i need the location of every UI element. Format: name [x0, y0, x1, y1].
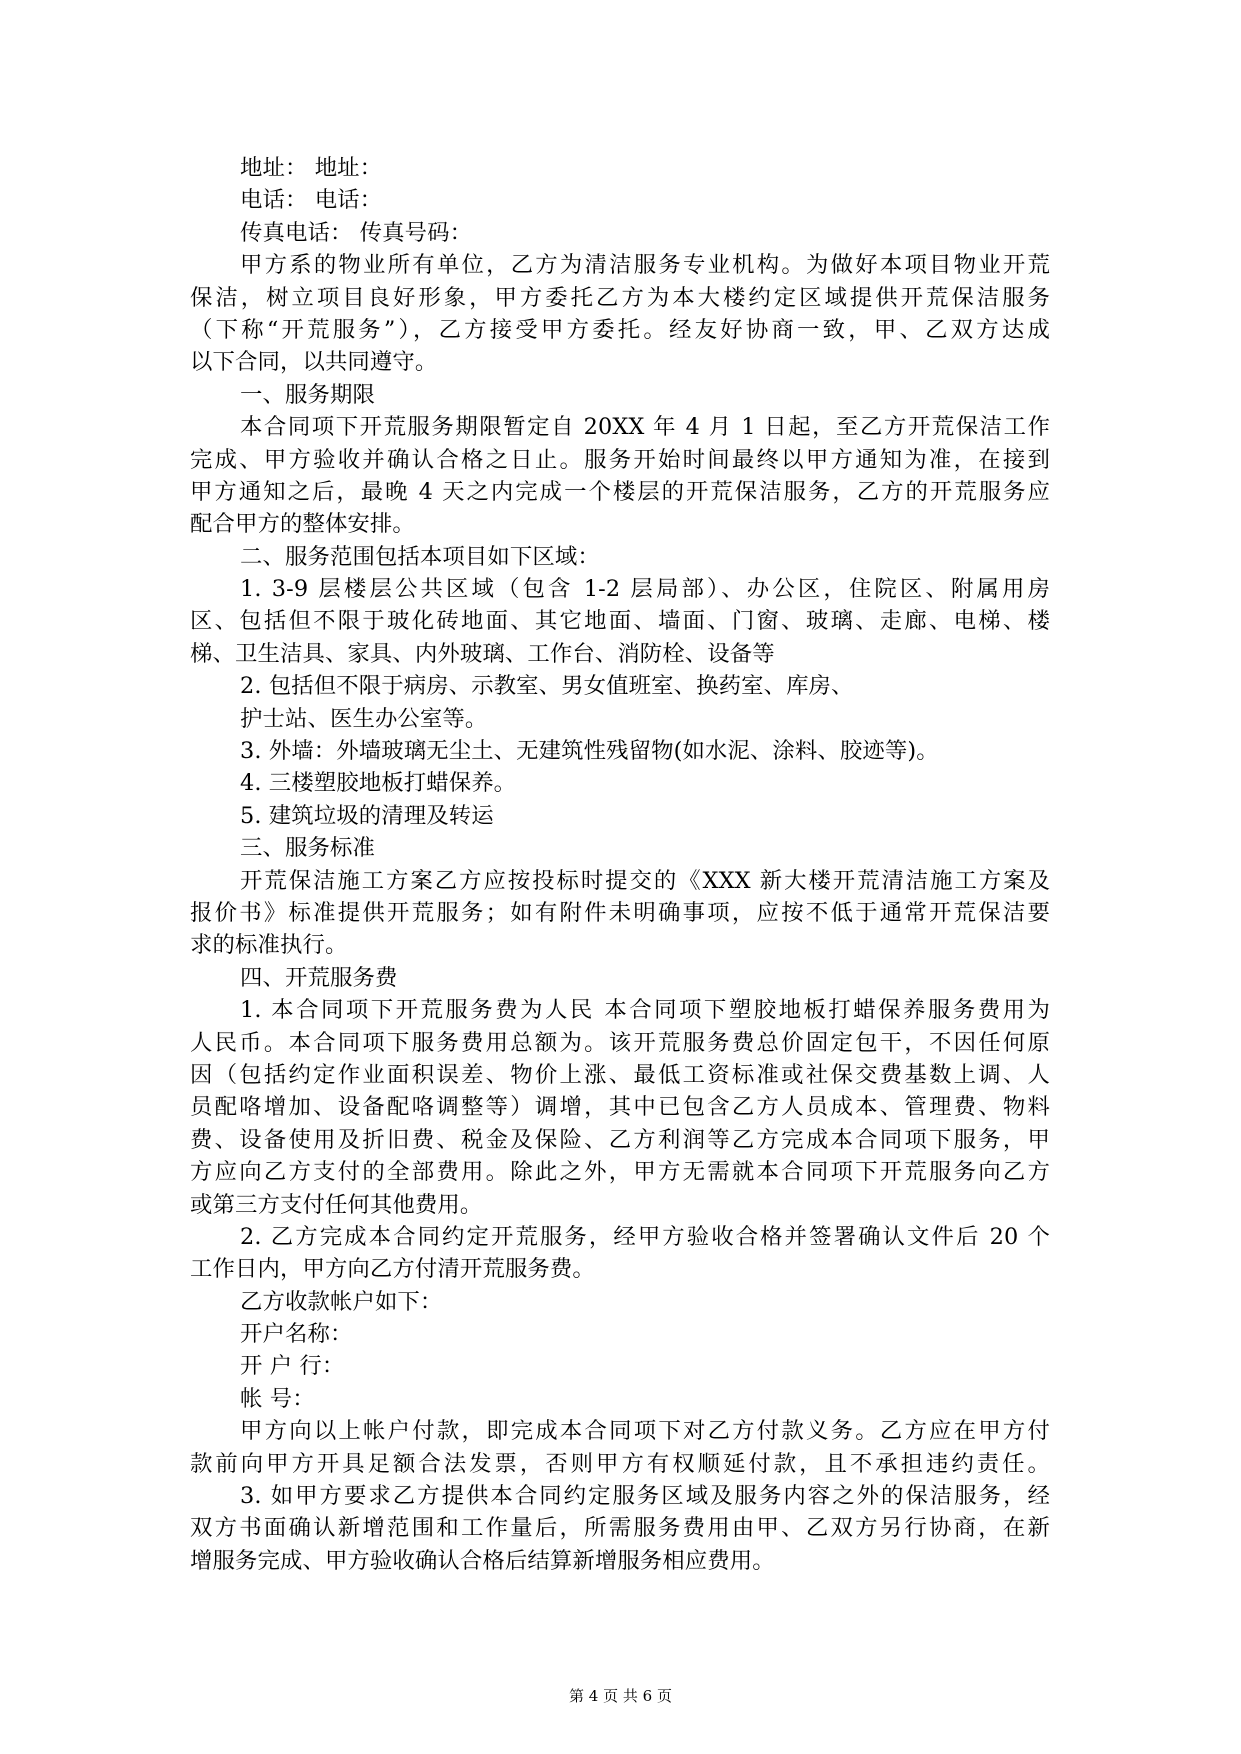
text-line: 人民币。本合同项下服务费用总额为。该开荒服务费总价固定包干，不因任何原 [190, 1029, 1050, 1056]
text-line: 5. 建筑垃圾的清理及转运 [240, 802, 494, 829]
text-line: 因（包括约定作业面积误差、物价上涨、最低工资标准或社保交费基数上调、人 [190, 1061, 1050, 1088]
text-line: 3. 如甲方要求乙方提供本合同约定服务区域及服务内容之外的保洁服务，经 [240, 1483, 1050, 1510]
text-line: 传真电话： 传真号码： [240, 219, 473, 246]
text-line: 3. 外墙：外墙玻璃无尘土、无建筑性残留物(如水泥、涂料、胶迹等)。 [240, 738, 939, 765]
text-line: 二、服务范围包括本项目如下区域： [240, 543, 600, 570]
text-line: 一、服务期限 [240, 381, 375, 408]
text-line: 款前向甲方开具足额合法发票，否则甲方有权顺延付款，且不承担违约责任。 [190, 1450, 1050, 1477]
text-line: 方应向乙方支付的全部费用。除此之外，甲方无需就本合同项下开荒服务向乙方 [190, 1159, 1050, 1186]
text-line: 地址： 地址： [240, 155, 383, 181]
text-line: 或第三方支付任何其他费用。 [190, 1191, 483, 1218]
text-line: 双方书面确认新增范围和工作量后，所需服务费用由甲、乙双方另行协商，在新 [190, 1515, 1050, 1542]
text-line: 报价书》标准提供开荒服务；如有附件未明确事项，应按不低于通常开荒保洁要 [190, 899, 1050, 926]
text-line: 甲方向以上帐户付款，即完成本合同项下对乙方付款义务。乙方应在甲方付 [240, 1418, 1050, 1445]
text-line: 求的标准执行。 [190, 932, 348, 959]
contract-body [190, 152, 1050, 1577]
text-line: 费、设备使用及折旧费、税金及保险、乙方利润等乙方完成本合同项下服务，甲 [190, 1126, 1050, 1153]
text-line: 梯、卫生洁具、家具、内外玻璃、工作台、消防栓、设备等 [190, 640, 775, 667]
text-line: 4. 三楼塑胶地板打蜡保养。 [240, 770, 517, 797]
text-line: 工作日内，甲方向乙方付清开荒服务费。 [190, 1256, 595, 1283]
text-line: 帐 号： [240, 1385, 315, 1412]
text-line: 开 户 行： [240, 1353, 345, 1380]
text-line: 乙方收款帐户如下： [240, 1288, 443, 1315]
text-line: 开户名称： [240, 1321, 353, 1348]
text-line: 四、开荒服务费 [240, 964, 398, 991]
text-line: 1. 3-9 层楼层公共区域（包含 1-2 层局部）、办公区，住院区、附属用房 [240, 576, 1050, 603]
text-line: 增服务完成、甲方验收确认合格后结算新增服务相应费用。 [190, 1547, 775, 1574]
text-line: 三、服务标准 [240, 835, 375, 862]
text-line: 甲方通知之后，最晚 4 天之内完成一个楼层的开荒保洁服务，乙方的开荒服务应 [190, 478, 1050, 505]
page-number-footer: 第 4 页 共 6 页 [569, 1687, 672, 1705]
text-line: 以下合同，以共同遵守。 [190, 349, 438, 376]
text-line: 护士站、医生办公室等。 [240, 705, 488, 732]
text-line: 2. 包括但不限于病房、示教室、男女值班室、换药室、库房、 [240, 673, 854, 700]
text-line: 完成、甲方验收并确认合格之日止。服务开始时间最终以甲方通知为准，在接到 [190, 446, 1050, 473]
text-line: 甲方系的物业所有单位，乙方为清洁服务专业机构。为做好本项目物业开荒 [240, 252, 1050, 279]
text-line: 保洁，树立项目良好形象，甲方委托乙方为本大楼约定区域提供开荒保洁服务 [190, 284, 1050, 311]
text-line: 开荒保洁施工方案乙方应按投标时提交的《XXX 新大楼开荒清洁施工方案及 [240, 867, 1050, 894]
text-line: 员配咯增加、设备配咯调整等）调增，其中已包含乙方人员成本、管理费、物料 [190, 1094, 1050, 1121]
text-line: 电话： 电话： [240, 187, 383, 214]
text-line: （下称“开荒服务”），乙方接受甲方委托。经友好协商一致，甲、乙双方达成 [190, 316, 1050, 343]
text-line: 配合甲方的整体安排。 [190, 511, 415, 538]
text-line: 本合同项下开荒服务期限暂定自 20XX 年 4 月 1 日起，至乙方开荒保洁工作 [240, 414, 1050, 441]
text-line: 1. 本合同项下开荒服务费为人民 本合同项下塑胶地板打蜡保养服务费用为 [240, 997, 1050, 1024]
text-line: 区、包括但不限于玻化砖地面、其它地面、墙面、门窗、玻璃、走廊、电梯、楼 [190, 608, 1050, 635]
text-line: 2. 乙方完成本合同约定开荒服务，经甲方验收合格并签署确认文件后 20 个 [240, 1223, 1050, 1250]
